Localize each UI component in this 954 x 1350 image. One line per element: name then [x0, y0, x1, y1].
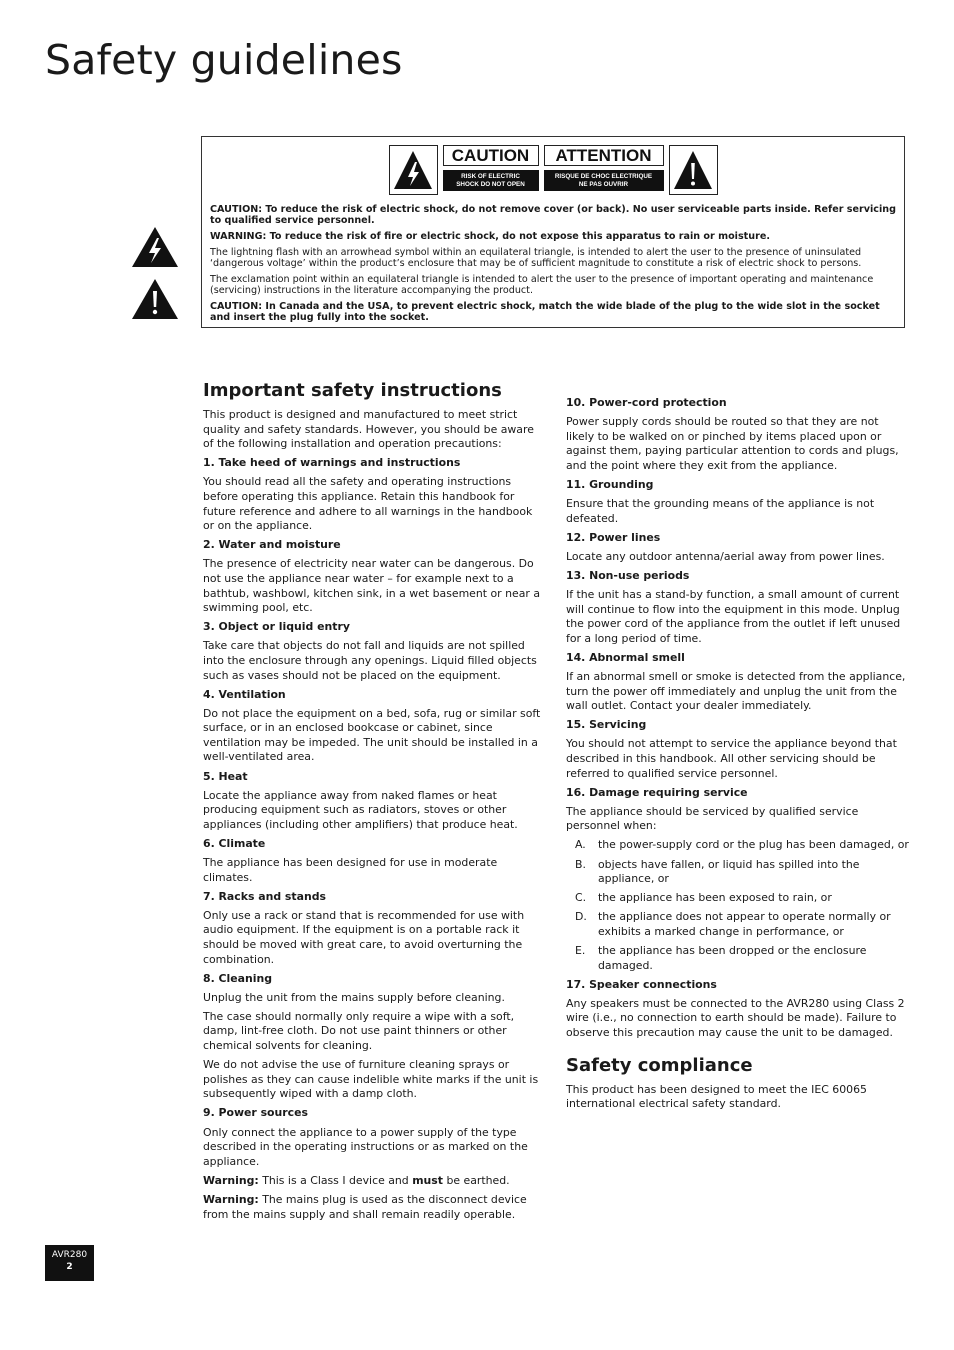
section-heading: 12. Power lines — [566, 530, 661, 544]
section-body: If the unit has a stand-by function, a small amount of current will continue to flow into the equipment in this mode. Unplug the power cord of the appliance from the outlet if left unused for a long period of time. — [566, 588, 901, 645]
section-body: Locate any outdoor antenna/aerial away from power lines. — [566, 549, 885, 563]
section-body: You should read all the safety and operating instructions before operating this appliance. Retain this handbook for future reference and adhere to all warnings in the handbook or on the appliance. — [203, 475, 533, 533]
plug-caution-text: CAUTION: In Canada and the USA, to prevent electric shock, match the wide blade of the plug to the wide slot in the socket and insert the plug fully into the socket. — [210, 301, 880, 323]
section-body: If an abnormal smell or smoke is detected from the appliance, turn the power off immediately and unplug the unit from the wall outlet. Contact your dealer immediately. — [566, 670, 906, 713]
section-body: The appliance has been designed for use in moderate climates. — [203, 856, 498, 884]
list-item — [566, 858, 909, 887]
list-text: the appliance has been dropped or the enclosure damaged. — [598, 944, 867, 972]
caution-label-subtext: RISK OF ELECTRIC SHOCK DO NOT OPEN — [443, 170, 539, 191]
section-body: Power supply cords should be routed so that they are not likely to be walked on or pinched by items placed upon or against them, paying particular attention to cords and plugs, and the point where they exit from the appliance. — [566, 415, 899, 472]
page-number: 2 — [66, 1262, 73, 1272]
class-i-warning — [203, 1174, 543, 1189]
section-heading: 17. Speaker connections — [566, 977, 717, 991]
list-item — [566, 891, 909, 906]
lightning-explanation-text: The lightning flash with an arrowhead symbol within an equilateral triangle, is intended to alert the user to the presence of uninsulated ‘dangerous voltage’ within the product’s enclosure that may be of sufficient magnitude to constitute a risk of electric shock to persons. — [210, 247, 862, 269]
section-heading: 6. Climate — [203, 836, 266, 850]
compliance-body: This product has been designed to meet the IEC 60065 international electrical safety standard. — [566, 1082, 867, 1111]
section-heading: 15. Servicing — [566, 718, 647, 732]
section-heading: 10. Power-cord protection — [566, 396, 727, 409]
attention-label-subtext: RISQUE DE CHOC ELECTRIQUE NE PAS OUVRIR — [544, 170, 664, 191]
instructions-right-column — [566, 396, 909, 1116]
must-emphasis: must — [412, 1173, 443, 1187]
section-body: Only use a rack or stand that is recommended for use with audio equipment. If the equipment is on a portable rack it should be moved with great care, to avoid overturning the combination. — [203, 908, 525, 966]
warning-caution-text: CAUTION: To reduce the risk of electric shock, do not remove cover (or back). No user serviceable parts inside. Refer servicing to qualified service personnel. — [210, 204, 896, 226]
instructions-heading: Important safety instructions — [203, 380, 502, 401]
caution-label — [443, 145, 539, 191]
section-body: Ensure that the grounding means of the appliance is not defeated. — [566, 497, 875, 525]
section-body: Unplug the unit from the mains supply before cleaning. — [203, 990, 505, 1004]
page-title: Safety guidelines — [45, 36, 403, 84]
section-body: The presence of electricity near water can be dangerous. Do not use the appliance near water – for example next to a bathtub, washbowl, kitchen sink, in a wet basement or near a swimming pool, etc. — [203, 557, 541, 615]
section-heading: 7. Racks and stands — [203, 889, 326, 903]
section-heading: 8. Cleaning — [203, 971, 273, 985]
section-heading: 1. Take heed of warnings and instructions — [203, 456, 461, 470]
section-body: Any speakers must be connected to the AVR280 using Class 2 wire (i.e., no connection to earth should be made). Failure to observe this precaution may cause the unit to be damaged. — [566, 996, 905, 1039]
instructions-left-column — [203, 380, 543, 1227]
section-heading: 3. Object or liquid entry — [203, 620, 350, 634]
compliance-heading: Safety compliance — [566, 1054, 753, 1076]
exclamation-triangle-icon — [131, 278, 179, 324]
section-body: Take care that objects do not fall and liquids are not spilled into the enclosure through any openings. Liquid filled objects such as vases should not be placed on the equipment. — [203, 639, 537, 682]
lightning-triangle-icon — [131, 226, 179, 272]
warning-moisture-text: WARNING: To reduce the risk of fire or electric shock, do not expose this apparatus to rain or moisture. — [210, 231, 770, 242]
list-letter: E. — [575, 944, 586, 957]
exclamation-warning-icon — [669, 145, 718, 195]
section-body: Do not place the equipment on a bed, sofa, rug or similar soft surface, or in an enclosed bookcase or cabinet, since ventilation may be impeded. The unit should be installed in a well-ventilated area. — [203, 706, 541, 764]
warning-text: be earthed. — [442, 1173, 510, 1187]
warning-label: Warning: — [203, 1192, 259, 1206]
page-footer-badge — [45, 1245, 94, 1281]
attention-label — [544, 145, 664, 191]
warning-box — [201, 136, 905, 328]
section-heading: 2. Water and moisture — [203, 538, 341, 552]
attention-label-text: ATTENTION — [544, 145, 664, 166]
list-item — [566, 910, 909, 939]
section-heading: 16. Damage requiring service — [566, 785, 748, 799]
section-body: The appliance should be serviced by qualified service personnel when: — [566, 804, 859, 833]
section-heading: 5. Heat — [203, 769, 248, 783]
list-item — [566, 944, 909, 973]
list-letter: C. — [575, 891, 587, 905]
list-text: objects have fallen, or liquid has spilled into the appliance, or — [598, 857, 860, 886]
section-body: Locate the appliance away from naked flames or heat producing equipment such as radiators, stoves or other appliances (including other amplifiers) that produce heat. — [203, 788, 518, 831]
warning-text: This is a Class I device and — [258, 1173, 413, 1187]
section-heading: 11. Grounding — [566, 477, 654, 491]
exclamation-explanation-text: The exclamation point within an equilateral triangle is intended to alert the user to the presence of important operating and maintenance (servicing) instructions in the literature accompanying the product. — [210, 274, 874, 296]
lightning-warning-icon — [389, 145, 438, 195]
caution-label-text: CAUTION — [443, 145, 539, 166]
caution-label-row — [210, 145, 896, 197]
section-heading: 4. Ventilation — [203, 687, 286, 701]
section-body: You should not attempt to service the appliance beyond that described in this handbook. All other servicing should be referred to qualified service personnel. — [566, 737, 897, 780]
mains-plug-warning — [203, 1193, 543, 1222]
model-name: AVR280 — [51, 1250, 88, 1260]
section-body: Only connect the appliance to a power supply of the type described in the operating instructions or as marked on the appliance. — [203, 1125, 528, 1168]
instructions-intro: This product is designed and manufactured to meet strict quality and safety standards. However, you should be aware of the following installation and operation precautions: — [203, 408, 534, 451]
section-heading: 14. Abnormal smell — [566, 650, 685, 664]
list-letter: A. — [575, 838, 586, 852]
list-item — [566, 838, 909, 853]
section-body: The case should normally only require a wipe with a soft, damp, lint-free cloth. Do not use paint thinners or other chemical solvents for cleaning. — [203, 1009, 515, 1053]
section-heading: 13. Non-use periods — [566, 568, 690, 582]
warning-text: The mains plug is used as the disconnect device from the mains supply and shall remain readily operable. — [203, 1192, 527, 1221]
section-heading: 9. Power sources — [203, 1106, 308, 1120]
section-body: We do not advise the use of furniture cleaning sprays or polishes as they can cause indelible white marks if the unit is subsequently wiped with a damp cloth. — [203, 1058, 539, 1101]
list-text: the appliance does not appear to operate normally or exhibits a marked change in performance, or — [598, 910, 891, 938]
list-letter: D. — [575, 910, 587, 924]
list-text: the power-supply cord or the plug has been damaged, or — [598, 838, 909, 852]
warning-label: Warning: — [203, 1173, 259, 1187]
list-letter: B. — [575, 857, 586, 871]
list-text: the appliance has been exposed to rain, or — [598, 891, 832, 905]
